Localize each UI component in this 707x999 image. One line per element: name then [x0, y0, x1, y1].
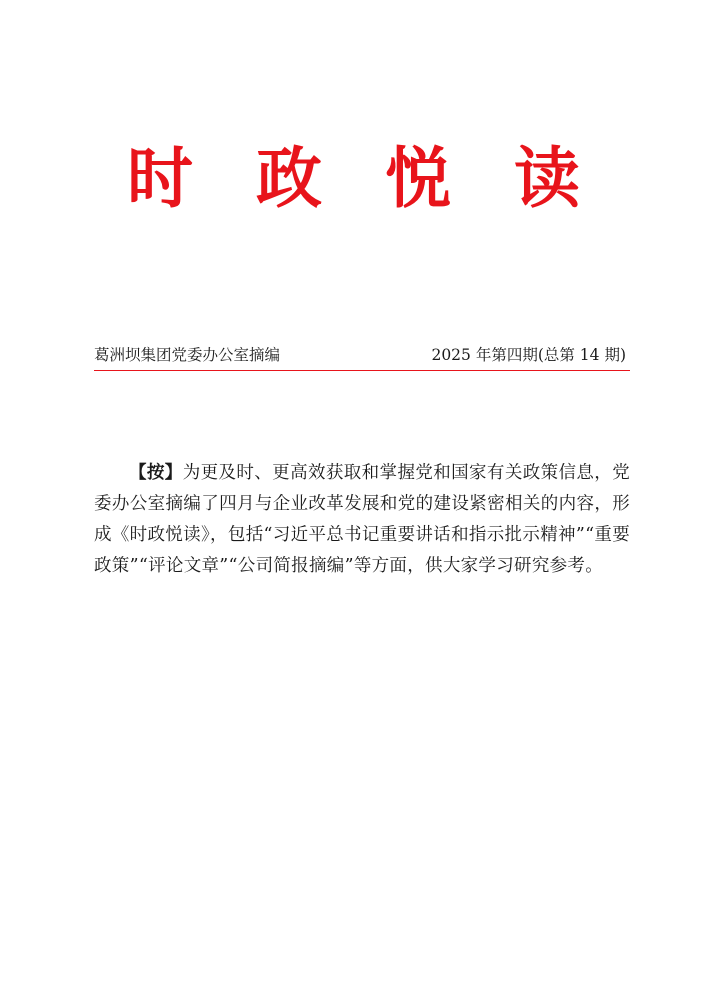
editor-label: 葛洲坝集团党委办公室摘编 [94, 346, 281, 364]
masthead-title: 时 政 悦 读 [127, 139, 600, 217]
red-divider-rule [94, 370, 630, 371]
issue-number: 2025 年第四期(总第 14 期) [431, 346, 626, 364]
issue-info-line [94, 343, 630, 367]
note-marker: 【按】 [129, 462, 183, 483]
editor-note-paragraph [94, 458, 630, 582]
note-text: 为更及时、更高效获取和掌握党和国家有关政策信息，党委办公室摘编了四月与企业改革发展和党的建设紧密相关的内容，形成《时政悦读》，包括“习近平总书记重要讲话和指示批示精神”“重要政策”“评论文章”“公司简报摘编”等方面，供大家学习研究参考。 [94, 462, 631, 576]
